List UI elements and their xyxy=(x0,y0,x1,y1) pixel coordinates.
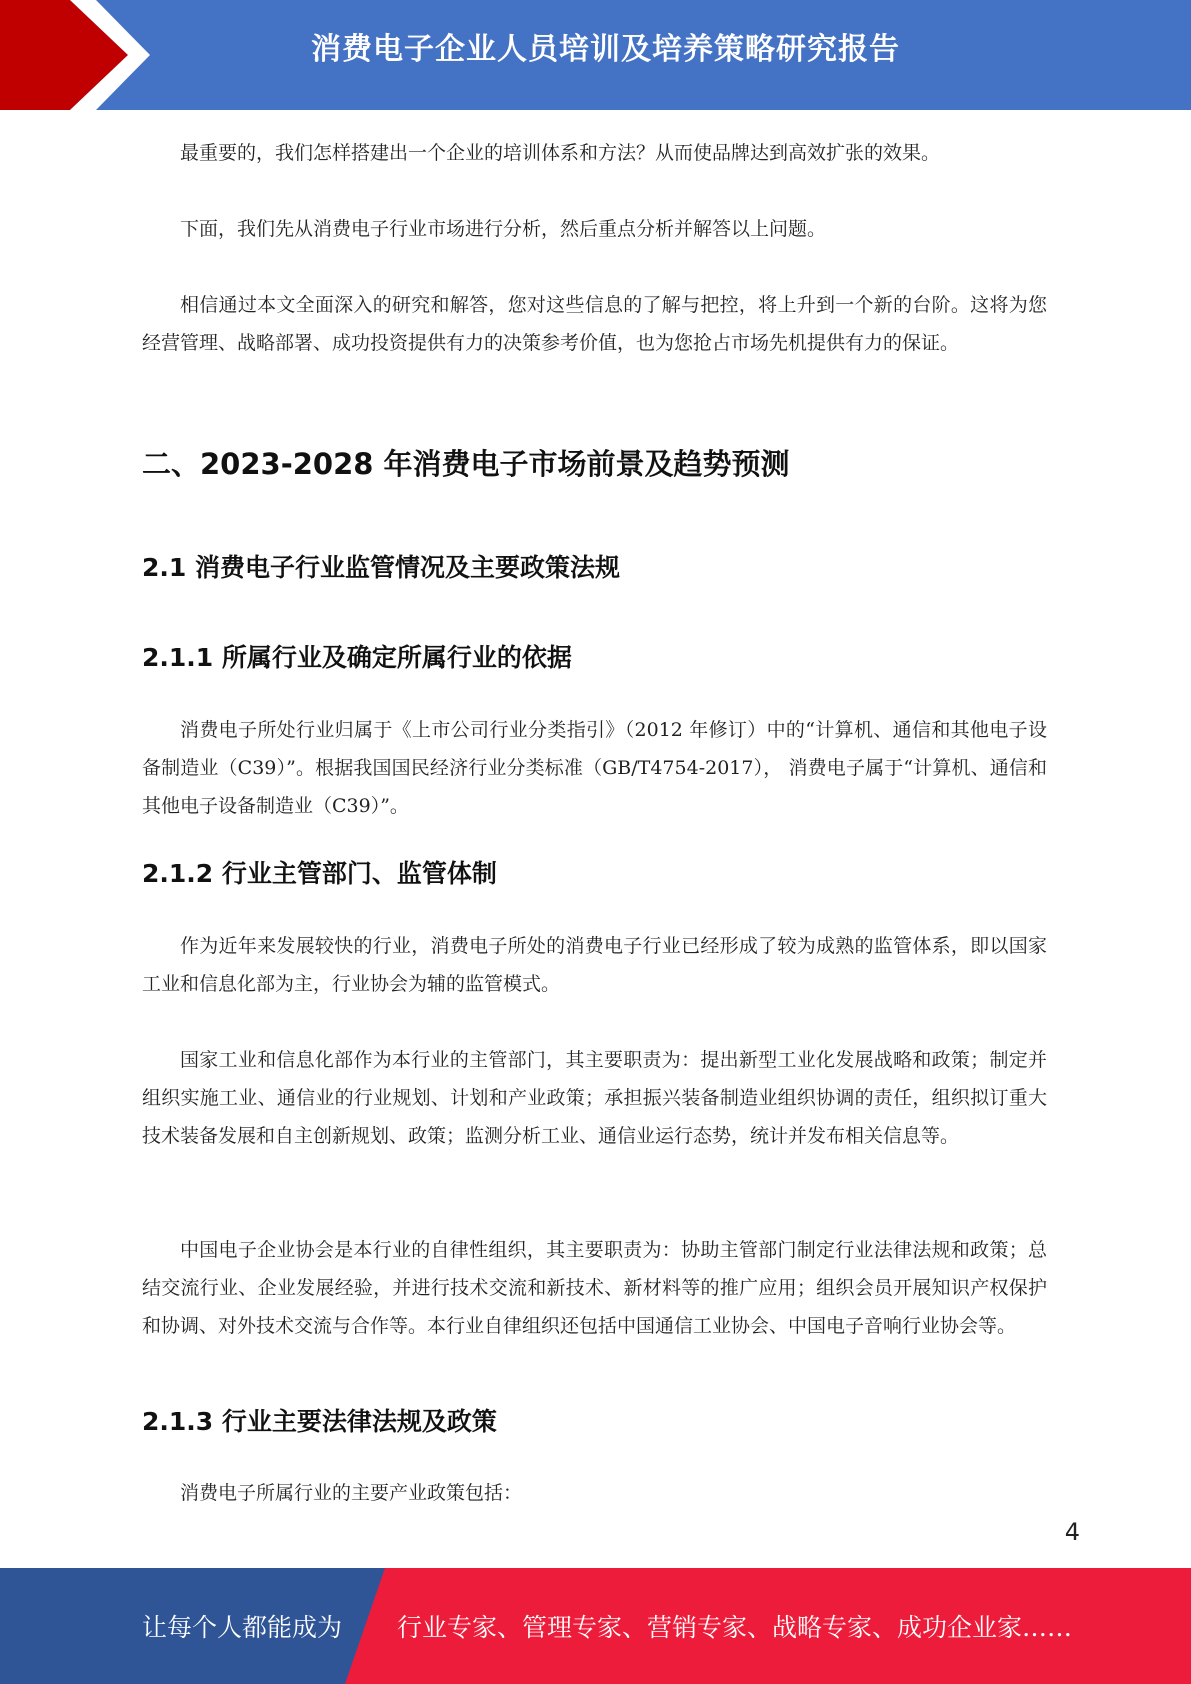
page-header xyxy=(0,0,1191,110)
paragraph-industry-classification: 消费电子所处行业归属于《上市公司行业分类指引》（2012 年修订）中的“计算机、通信和其他电子设备制造业（C39）”。根据我国国民经济行业分类标准（GB/T4754-2017）， 消费电子属于“计算机、通信和其他电子设备制造业（C39）”。 xyxy=(142,719,1047,817)
paragraph-intro-3: 相信通过本文全面深入的研究和解答，您对这些信息的了解与把控，将上升到一个新的台阶。这将为您经营管理、战略部署、成功投资提供有力的决策参考价值，也为您抢占市场先机提供有力的保证。 xyxy=(142,294,1047,354)
page-number: 4 xyxy=(1064,1518,1080,1546)
paragraph-industry-policies: 消费电子所属行业的主要产业政策包括： xyxy=(180,1482,523,1504)
paragraph-regulatory-system: 作为近年来发展较快的行业，消费电子所处的消费电子行业已经形成了较为成熟的监管体系，即以国家工业和信息化部为主，行业协会为辅的监管模式。 xyxy=(142,935,1047,995)
paragraph-ministry-duties: 国家工业和信息化部作为本行业的主管部门，其主要职责为：提出新型工业化发展战略和政策；制定并组织实施工业、通信业的行业规划、计划和产业政策；承担振兴装备制造业组织协调的责任，组织拟订重大技术装备发展和自主创新规划、政策；监测分析工业、通信业运行态势，统计并发布相关信息等。 xyxy=(142,1049,1047,1147)
paragraph-association-duties: 中国电子企业协会是本行业的自律性组织，其主要职责为：协助主管部门制定行业法律法规和政策；总结交流行业、企业发展经验，并进行技术交流和新技术、新材料等的推广应用；组织会员开展知识产权保护和协调、对外技术交流与合作等。本行业自律组织还包括中国通信工业协会、中国电子音响行业协会等。 xyxy=(142,1239,1047,1337)
section-heading-2: 二、2023-2028 年消费电子市场前景及趋势预测 xyxy=(142,447,790,481)
header-title: 消费电子企业人员培训及培养策略研究报告 xyxy=(311,32,900,67)
page-footer xyxy=(0,1568,1191,1684)
subsection-heading-2-1: 2.1 消费电子行业监管情况及主要政策法规 xyxy=(142,553,620,582)
subsection-heading-2-1-1: 2.1.1 所属行业及确定所属行业的依据 xyxy=(142,643,572,672)
subsection-heading-2-1-2: 2.1.2 行业主管部门、监管体制 xyxy=(142,859,497,888)
footer-slogan-right: 行业专家、管理专家、营销专家、战略专家、成功企业家…… xyxy=(397,1613,1073,1642)
footer-slogan-left: 让每个人都能成为 xyxy=(142,1613,343,1642)
subsection-heading-2-1-3: 2.1.3 行业主要法律法规及政策 xyxy=(142,1407,497,1436)
paragraph-intro-1: 最重要的，我们怎样搭建出一个企业的培训体系和方法？从而使品牌达到高效扩张的效果。 xyxy=(180,142,941,164)
paragraph-intro-2: 下面，我们先从消费电子行业市场进行分析，然后重点分析并解答以上问题。 xyxy=(180,218,827,240)
